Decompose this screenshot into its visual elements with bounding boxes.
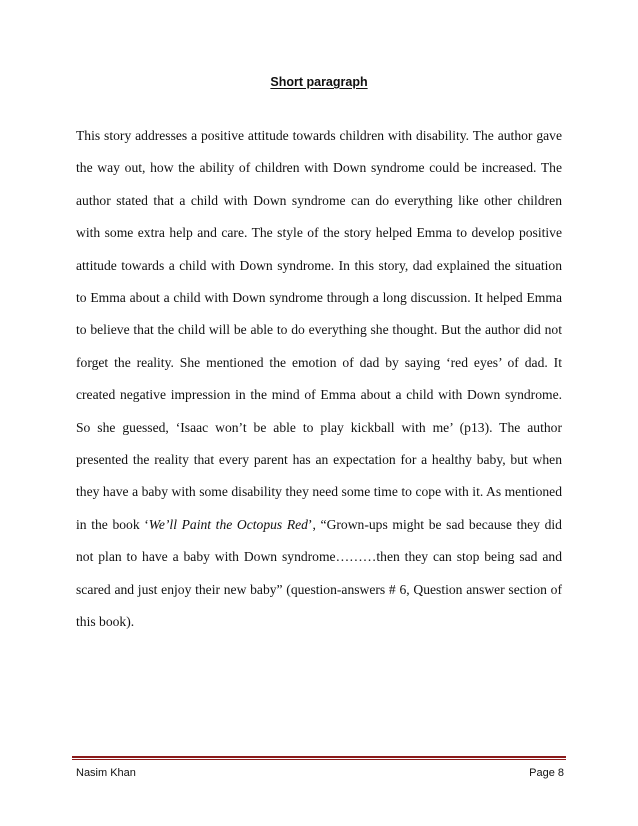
paragraph-text-part2: ’, “Grown-ups might be sad because they did not plan to have a baby with Down syndrome………then they can stop being sad and scared and just enjoy their new baby” (question-answers # 6, Question answer section of this book). bbox=[76, 516, 562, 630]
section-heading: Short paragraph bbox=[270, 75, 368, 89]
footer-divider bbox=[72, 756, 566, 760]
footer-page-number: Page 8 bbox=[529, 767, 564, 779]
footer-author: Nasim Khan bbox=[76, 767, 136, 779]
paragraph-text-part1: This story addresses a positive attitude towards children with disability. The author gave the way out, how the ability of children with Down syndrome could be increased. The author stated that a child with Down syndrome can do everything like other children with some extra help and care. The style of the story helped Emma to develop positive attitude towards a child with Down syndrome. In this story, dad explained the situation to Emma about a child with Down syndrome through a long discussion. It helped Emma to believe that the child will be able to do everything she thought. But the author did not forget the reality. She mentioned the emotion of dad by saying ‘red eyes’ of dad. It created negative impression in the mind of Emma about a child with Down syndrome. So she guessed, ‘Isaac won’t be able to play kickball with me’ (p13). The author presented the reality that every parent has an expectation for a healthy baby, but when they have a baby with some disability they need some time to cope with it. As mentioned in the book ‘ bbox=[76, 128, 562, 532]
book-title: We’ll Paint the Octopus Red bbox=[148, 516, 308, 532]
body-paragraph bbox=[76, 120, 562, 639]
